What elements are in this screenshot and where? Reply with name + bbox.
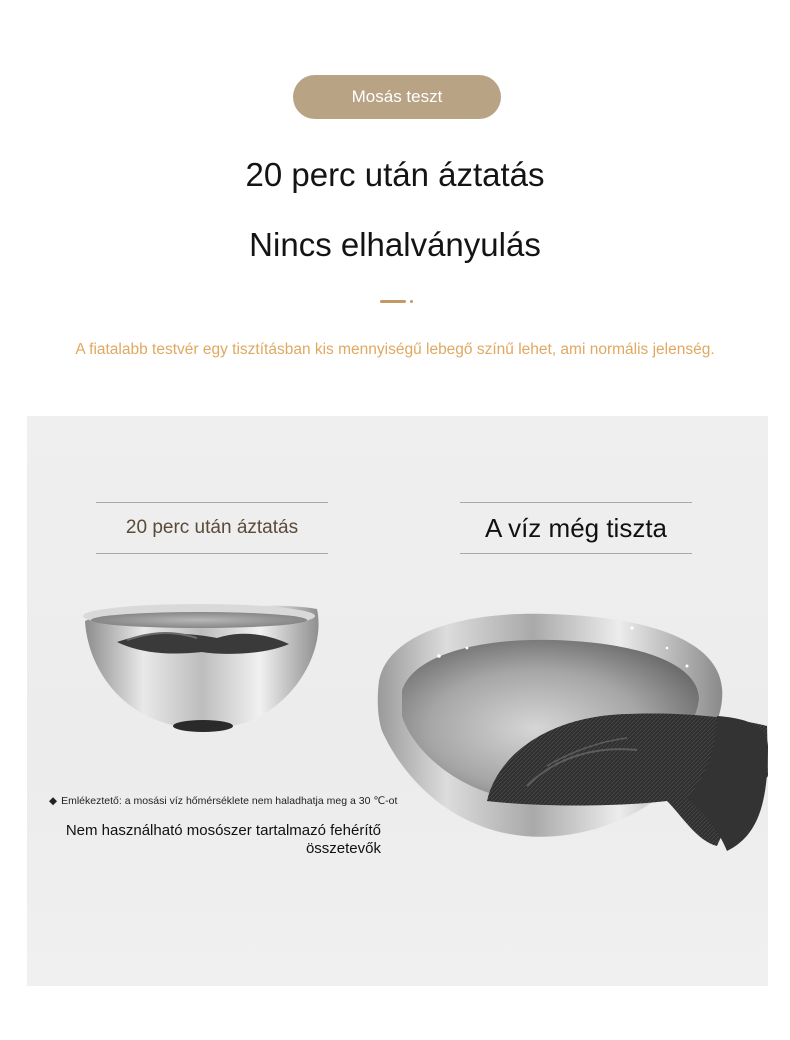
reminder-text: Emlékeztető: a mosási víz hőmérséklete nem haladhatja meg a 30 ℃-ot bbox=[61, 795, 398, 807]
accent-dot bbox=[410, 300, 413, 303]
notice-text: A fiatalabb testvér egy tisztításban kis mennyiségű lebegő színű lehet, ami normális jelenség. bbox=[75, 341, 715, 358]
diamond-icon: ◆ bbox=[49, 795, 58, 807]
accent-dash bbox=[380, 300, 406, 303]
temperature-reminder bbox=[49, 794, 397, 808]
large-bowl bbox=[378, 614, 768, 851]
bowls-illustration bbox=[27, 416, 768, 986]
section-badge: Mosás teszt bbox=[293, 75, 501, 119]
headline-line-2: Nincs elhalványulás bbox=[249, 226, 541, 263]
right-caption: A víz még tiszta bbox=[484, 512, 668, 543]
left-caption: 20 perc után áztatás bbox=[125, 517, 299, 538]
headline-line-1: 20 perc után áztatás bbox=[245, 156, 545, 193]
test-photo-panel bbox=[27, 416, 768, 986]
small-bowl bbox=[83, 604, 319, 732]
bleach-warning: Nem használható mosószer tartalmazó fehérítő összetevők bbox=[65, 822, 381, 857]
